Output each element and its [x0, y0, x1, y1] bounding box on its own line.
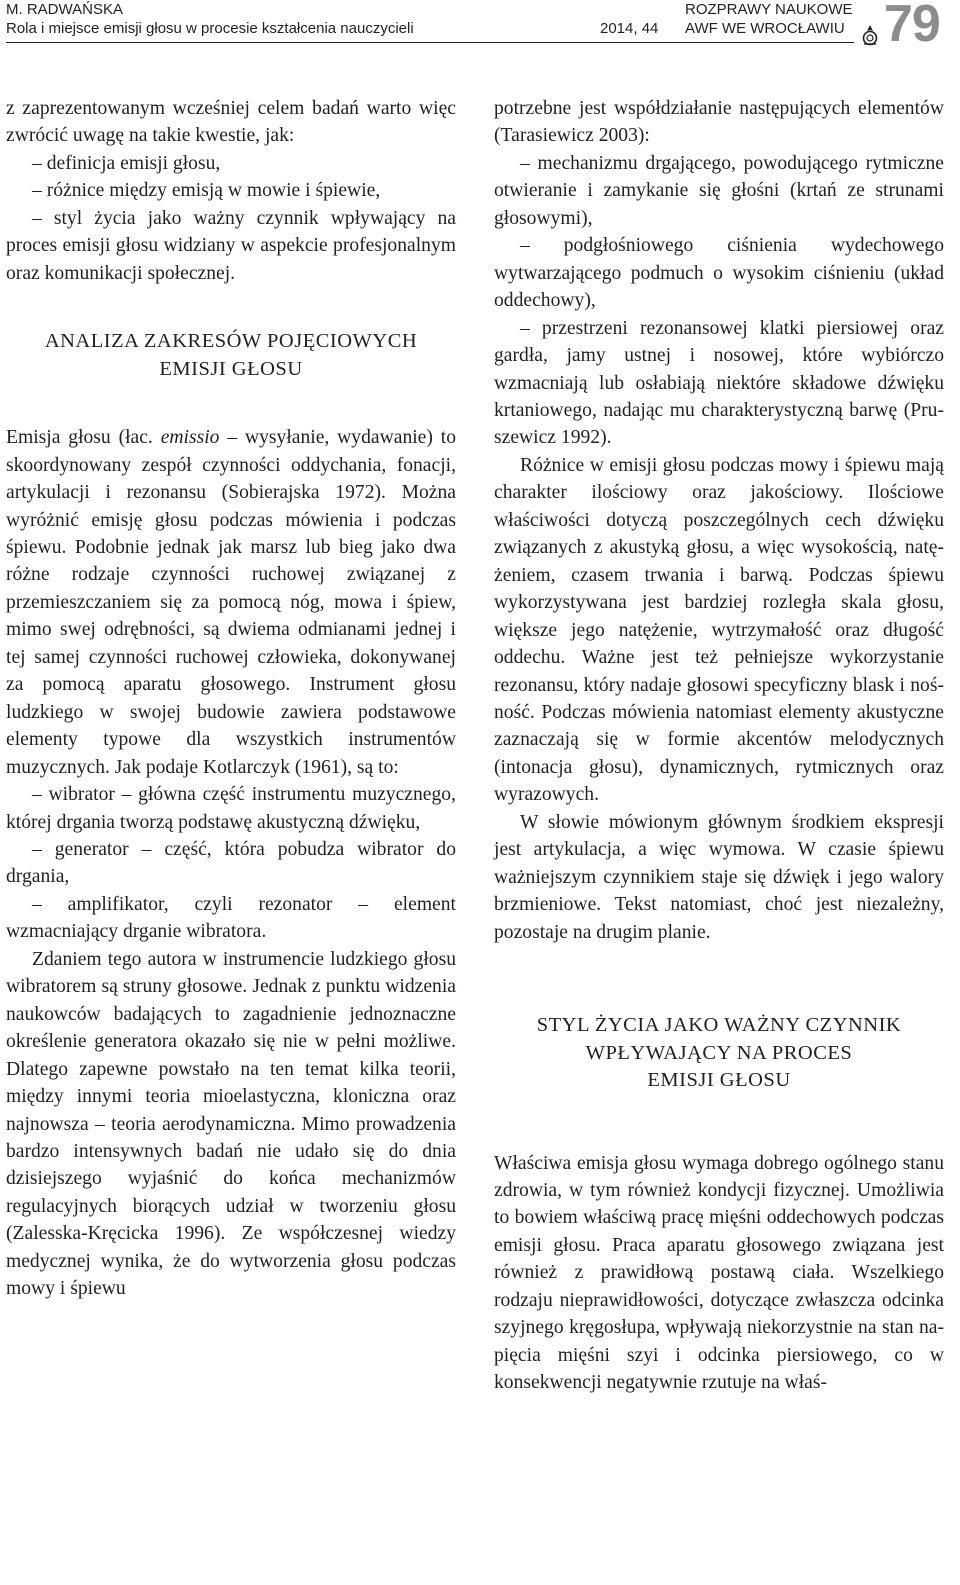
list-item: – podgłośniowego ciśnienia wydechowego wytwarzającego podmuch o wysokim ciśnieniu (układ oddechowy), — [494, 235, 944, 312]
paragraph-text: Emisja głosu (łac. — [6, 427, 161, 449]
section-heading — [494, 1012, 944, 1095]
section-heading-line: EMISJI GŁOSU — [159, 357, 303, 380]
running-header — [0, 0, 960, 53]
paragraph: W słowie mówionym głównym środkiem ekspresji jest artykulacja, a więc wymowa. W czasie śpiewu ważniejszym czynnikiem staje się dźwięk i jego walory brzmieniowe. Tekst natomiast, choć jest niezależny, pozostaje na drugim planie. — [494, 811, 944, 943]
section-heading-line: STYL ŻYCIA JAKO WAŻNY CZYNNIK — [536, 1014, 902, 1037]
paragraph-text: – wysyłanie, wydawanie) to skoordynowany zespół czynności oddychania, fonacji, artykulacji i rezonansu (Sobierajska 1972). Można wyróżnić emisję głosu podczas mówienia i podczas śpiewu. Podobnie jednak jak marsz lub bieg jako dwa różne rodzaje czynności ruchowej związanej z przemieszczaniem się za pomocą nóg, mowa i śpiew, mimo swej odrębności, są dwiema odmianami jednej i tej samej czynności ruchowej człowieka, dokonywanej za pomocą aparatu głosowego. Instrument głosu ludzkiego w swojej budowie zawiera podstawowe elementy typowe dla wszystkich instrumentów muzycznych. Jak podaje Kotlarczyk (1961), są to: — [6, 427, 456, 778]
header-article-title: Rola i miejsce emisji głosu w procesie kształcenia nauczycieli — [6, 20, 414, 37]
paragraph: Właściwa emisja głosu wymaga dobrego ogólnego stanu zdrowia, w tym również kondycji fizycznej. Umożliwia to bowiem właściwą pracę mięśni oddechowych podczas emisji głosu. Praca aparatu głosowego związana jest również z prawidłową postawą ciała. Wszelkiego rodzaju nieprawidłowości, dotyczące zwłaszcza odcinka szyjnego kręgosłupa, wpływają niekorzystnie na stan napięcia mięśni szyi i odcinka piersiowego, co w konsekwencji negatywnie rzutuje na właś- — [494, 1152, 944, 1394]
section-heading-line: EMISJI GŁOSU — [647, 1069, 791, 1092]
list-item: – przestrzeni rezonansowej klatki piersiowej oraz gardła, jamy ustnej i nosowej, które wybiórczo wzmacniają lub osłabiają niektóre składowe dźwięku krtaniowego, nadając mu charakterystyczną barwę (Pruszewicz 1992). — [494, 317, 944, 449]
list-item: – definicja emisji głosu, — [32, 152, 221, 174]
awf-logo-icon — [860, 24, 880, 46]
list-item: – różnice między emisją w mowie i śpiewie, — [32, 180, 381, 202]
header-year-issue: 2014, 44 — [600, 20, 659, 37]
paragraph — [6, 424, 456, 781]
list-item: – generator – część, która pobudza wibrator do drgania, — [6, 838, 456, 888]
paragraph: potrzebne jest współdziałanie następujących elementów (Tarasiewicz 2003): — [494, 98, 944, 147]
section-heading — [6, 328, 456, 383]
paragraph: Różnice w emisji głosu podczas mowy i śpiewu mają charakter ilościowy oraz jakościowy. Ilościowe właściwości dotyczą poszczególnych cech dźwięku związanych z akustyką głosu, a więc wysokością, natężeniem, czasem trwania i barwą. Podczas śpiewu wykorzystywana jest bardziej rozległa skala głosu, większe jego natężenie, wytrzymałość oraz długość oddechu. Ważne jest też pełniejsze wykorzystanie rezonansu, który nadaje głosowi specyficzny blask i nośność. Podczas mówienia natomiast elementy akustyczne zaznaczają się w formie akcentów melodycznych (intonacja głosu), dynamicznych, rytmicznych oraz wyrazowych. — [494, 454, 944, 806]
list-item: – wibrator – główna część instrumentu muzycznego, której drgania tworzą podstawę akustyczną dźwięku, — [6, 784, 456, 833]
section-heading-line: ANALIZA ZAKRESÓW POJĘCIOWYCH — [44, 330, 418, 353]
list-item: – amplifikator, czyli rezonator – element wzmacniający drganie wibratora. — [6, 893, 456, 943]
left-column — [6, 95, 456, 1303]
header-rule — [6, 42, 854, 43]
header-author: M. RADWAŃSKA — [6, 1, 123, 18]
header-journal-line1: ROZPRAWY NAUKOWE — [685, 1, 853, 18]
paragraph: Zdaniem tego autora w instrumencie ludzkiego głosu wibratorem są struny głosowe. Jednak z punktu widzenia naukowców badających to zagadnienie jednoznaczne określenie generatora okazało się nie w pełni możliwe. Dlatego zapewne powstało na ten temat kilka teorii, między innymi teoria mioelastyczna, kloniczna oraz najnowsza – teoria aerodynamiczna. Mimo prowadzenia bardzo intensywnych badań nie udało się do dnia dzisiejszego wyjaśnić do końca mechanizmów regulacyjnych biorących udział w tworzeniu głosu (Zalesska-Kręcicka 1996). Ze współczesnej wiedzy medycznej wynika, że do wytworzenia głosu podczas mowy i śpiewu — [6, 948, 456, 1300]
list-item: – mechanizmu drgającego, powodującego rytmiczne otwieranie i zamykanie się głośni (krtań ze strunami głosowymi), — [494, 152, 944, 229]
paragraph: z zaprezentowanym wcześniej celem badań warto więc zwrócić uwagę na takie kwestie, jak: — [6, 98, 456, 147]
right-column — [494, 95, 944, 1397]
section-heading-line: WPŁYWAJĄCY NA PROCES — [585, 1041, 853, 1064]
latin-term: emissio — [160, 427, 220, 449]
header-journal-line2: AWF WE WROCŁAWIU — [685, 20, 845, 37]
list-item: – styl życia jako ważny czynnik wpływający na proces emisji głosu widziany w aspekcie profesjonalnym oraz komunikacji społecznej. — [6, 207, 456, 284]
page-number: 79 — [884, 0, 940, 53]
